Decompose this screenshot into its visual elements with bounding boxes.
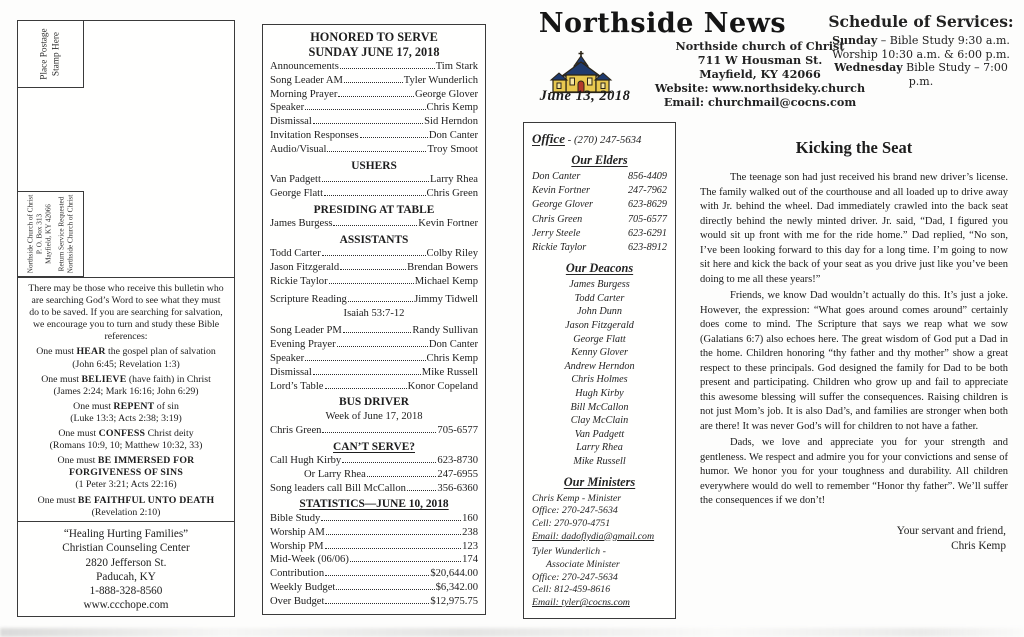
leader-dots xyxy=(343,332,412,333)
office-label: Office xyxy=(532,131,565,146)
statistic-label: Weekly Budget xyxy=(270,581,336,593)
duty-person: Michael Kemp xyxy=(414,276,478,288)
elder-row xyxy=(532,184,667,198)
leader-dots xyxy=(340,269,406,270)
statistic-row xyxy=(270,553,478,567)
minister-name: Chris Kemp - Minister xyxy=(532,492,622,504)
schedule-line: Wednesday Bible Study – 7:00 p.m. xyxy=(834,61,1008,88)
salvation-step xyxy=(26,374,226,398)
counseling-line: “Healing Hurting Families” xyxy=(63,528,189,540)
counseling-line: Paducah, KY xyxy=(96,570,156,583)
bus-driver-heading: BUS DRIVER xyxy=(339,396,409,409)
scripture-reference: (1 Peter 3:21; Acts 22:16) xyxy=(75,479,177,491)
salvation-references xyxy=(18,277,234,521)
counseling-center-box xyxy=(18,521,234,616)
duty-label: Dismissal xyxy=(270,366,312,378)
leader-dots xyxy=(348,301,413,302)
duty-label: Speaker xyxy=(270,102,305,114)
elder-row xyxy=(532,227,667,241)
duty-label: Call Hugh Kirby xyxy=(270,455,342,467)
duty-label: Or Larry Rhea xyxy=(304,468,366,480)
salvation-step-text: One must BELIEVE (have faith) in Christ xyxy=(41,373,211,385)
elder-phone: 623-6291 xyxy=(627,227,667,239)
elder-name: Kevin Fortner xyxy=(532,185,591,197)
statistic-row xyxy=(270,567,478,581)
elder-name: Chris Green xyxy=(532,213,583,225)
elder-name: George Glover xyxy=(532,199,594,211)
leader-dots xyxy=(327,151,426,152)
duty-person: Troy Smoot xyxy=(427,143,478,155)
office-panel xyxy=(523,122,676,619)
duty-phone: 623-8730 xyxy=(437,455,478,467)
duty-row xyxy=(270,261,478,275)
presiding-list xyxy=(270,217,478,231)
postage-stamp-text xyxy=(39,28,62,79)
salvation-step-text: One must HEAR the gospel plan of salvation xyxy=(36,346,216,358)
statistic-row xyxy=(270,581,478,595)
salvation-step xyxy=(26,346,226,370)
duty-person: Tim Stark xyxy=(435,61,478,72)
schedule-line: Worship 10:30 a.m. & 6:00 p.m. xyxy=(832,47,1010,61)
salvation-step xyxy=(26,455,226,491)
leader-dots xyxy=(305,360,425,361)
duty-person: Konor Copeland xyxy=(407,380,478,392)
article-signoff xyxy=(700,524,1008,554)
duty-label: James Burgess xyxy=(270,218,333,230)
duty-label: Dismissal xyxy=(270,116,312,128)
statistic-label: Worship PM xyxy=(270,540,324,552)
scripture-reading-reference: Isaiah 53:7-12 xyxy=(343,307,405,319)
service-request-lines xyxy=(57,195,75,273)
duty-person: Tyler Wunderlich xyxy=(403,74,478,86)
duty-row xyxy=(270,275,478,289)
duty-label: Van Padgett xyxy=(270,174,321,186)
statistic-row xyxy=(270,512,478,526)
statistic-value: 160 xyxy=(462,512,478,524)
duty-phone: 356-6360 xyxy=(437,482,478,494)
statistics-heading: STATISTICS—JUNE 10, 2018 xyxy=(299,498,449,511)
elder-phone: 247-7962 xyxy=(627,185,667,197)
stamp-line: Stamp Here xyxy=(50,31,61,77)
elder-row xyxy=(532,170,667,184)
duty-person: Chris Kemp xyxy=(426,353,478,365)
salvation-step-text: One must BE IMMERSED FOR FORGIVENESS OF SINS xyxy=(57,455,195,479)
elder-row xyxy=(532,213,667,227)
duty-row xyxy=(270,101,478,115)
duty-label: Audio/Visual xyxy=(270,143,327,155)
address-line: Return Service Requested xyxy=(57,196,66,272)
leader-dots xyxy=(305,109,425,110)
elders-list xyxy=(532,170,667,255)
duty-person: Randy Sullivan xyxy=(412,325,478,337)
deacon-name: Van Padgett xyxy=(574,428,625,440)
duty-label: Chris Green xyxy=(270,424,322,436)
church-address-line: Website: www.northsideky.church xyxy=(654,81,866,95)
leader-dots xyxy=(322,432,436,433)
statistic-label: Bible Study xyxy=(270,512,321,524)
duty-row xyxy=(270,454,478,468)
bus-driver-week: Week of June 17, 2018 xyxy=(325,410,423,422)
minister-office-phone: Office: 270-247-5634 xyxy=(532,571,618,583)
duty-row xyxy=(270,60,478,74)
leader-dots xyxy=(367,476,437,477)
duty-label: George Flatt xyxy=(270,187,324,199)
deacon-name: Mike Russell xyxy=(573,455,626,467)
deacon-name: Chris Holmes xyxy=(571,374,628,386)
duty-person: Don Canter xyxy=(428,339,478,351)
newsletter-title: Northside News xyxy=(538,8,787,39)
serving-date: SUNDAY JUNE 17, 2018 xyxy=(308,45,440,59)
leader-dots xyxy=(342,462,436,463)
duty-label: Song Leader AM xyxy=(270,74,343,86)
deacon-name: Larry Rhea xyxy=(576,442,623,454)
statistic-row xyxy=(270,540,478,554)
duty-label: Todd Carter xyxy=(270,248,321,260)
duty-label: Jason Fitzgerald xyxy=(270,262,340,274)
leader-dots xyxy=(313,374,421,375)
statistic-value: 238 xyxy=(462,526,478,538)
scripture-reference: (Luke 13:3; Acts 2:38; 3:19) xyxy=(70,412,182,424)
ushers-list xyxy=(270,173,478,201)
minister-name: Tyler Wunderlich - xyxy=(532,546,606,558)
ministers-heading: Our Ministers xyxy=(563,474,636,489)
salvation-step xyxy=(26,428,226,452)
church-address-line: 711 W Housman St. xyxy=(697,53,823,67)
scripture-reading-row xyxy=(270,293,478,307)
duty-person: Brendan Bowers xyxy=(407,262,478,274)
duty-row xyxy=(270,247,478,261)
article xyxy=(700,138,1008,554)
duty-label: Scripture Reading xyxy=(270,293,347,305)
statistic-row xyxy=(270,526,478,540)
duty-person: Chris Kemp xyxy=(426,102,478,114)
leader-dots xyxy=(340,68,435,69)
church-address-line: Mayfield, KY 42066 xyxy=(699,67,821,81)
deacon-name: Jason Fitzgerald xyxy=(565,320,634,331)
assistants-list xyxy=(270,247,478,288)
statistic-value: 174 xyxy=(462,554,478,566)
duty-row xyxy=(270,115,478,129)
counseling-line: www.ccchope.com xyxy=(83,599,169,612)
deacon-name: Clay McClain xyxy=(570,415,629,427)
duty-row xyxy=(270,217,478,231)
leader-dots xyxy=(337,346,428,347)
duty-row xyxy=(270,482,478,496)
leader-dots xyxy=(324,195,425,196)
duty-phone: 705-6577 xyxy=(437,424,478,436)
elder-phone: 623-8912 xyxy=(627,242,667,254)
salvation-intro: There may be those who receive this bulletin who are searching God’s Word to see what they must do to be saved. If you are searching for salvation, we encourage you to turn and study these Bible references: xyxy=(28,283,224,343)
duty-label: Lord’s Table xyxy=(270,380,324,392)
duty-label: Announcements xyxy=(270,61,339,72)
duty-row xyxy=(270,468,478,482)
postage-stamp-box xyxy=(18,21,84,88)
leader-dots xyxy=(325,603,429,604)
counseling-line: Christian Counseling Center xyxy=(62,542,190,555)
deacon-name: Todd Carter xyxy=(574,292,625,304)
leader-dots xyxy=(326,534,461,535)
leader-dots xyxy=(407,490,436,491)
schedule-of-services xyxy=(822,12,1020,88)
elder-row xyxy=(532,198,667,212)
minister-block xyxy=(532,493,667,544)
leader-dots xyxy=(329,283,414,284)
deacon-name: Hugh Kirby xyxy=(575,387,624,399)
issue-date: June 13, 2018 xyxy=(539,88,631,104)
duty-row xyxy=(270,187,478,201)
elder-phone: 856-4409 xyxy=(627,171,667,182)
bus-driver-row xyxy=(270,424,478,438)
article-title: Kicking the Seat xyxy=(795,138,913,157)
minister-title: Associate Minister xyxy=(546,559,620,571)
schedule-lines xyxy=(822,34,1020,88)
deacon-name: Kenny Glover xyxy=(571,347,628,359)
leader-dots xyxy=(322,255,426,256)
statistics-list xyxy=(270,512,478,609)
salvation-step-text: One must CONFESS Christ deity xyxy=(58,428,194,440)
cant-serve-list xyxy=(270,454,478,495)
scan-artifact xyxy=(0,628,1024,637)
scripture-reference: (Revelation 2:10) xyxy=(91,506,161,518)
deacons-list xyxy=(532,278,667,468)
elder-name: Rickie Taylor xyxy=(532,242,587,254)
counseling-line: 2820 Jefferson St. xyxy=(85,556,167,569)
duty-person: George Glover xyxy=(414,88,478,100)
elder-phone: 623-8629 xyxy=(627,199,667,211)
leader-dots xyxy=(325,575,429,576)
minister-block xyxy=(532,546,667,610)
schedule-line: Sunday – Bible Study 9:30 a.m. xyxy=(832,34,1010,47)
duty-row xyxy=(270,338,478,352)
pm-duty-list xyxy=(270,324,478,393)
deacon-name: Bill McCallon xyxy=(570,401,629,413)
duty-person: Larry Rhea xyxy=(430,174,478,186)
duty-row xyxy=(270,352,478,366)
duty-label: Invitation Responses xyxy=(270,129,359,141)
leader-dots xyxy=(321,520,461,521)
duty-person: Jimmy Tidwell xyxy=(414,293,478,305)
leader-dots xyxy=(336,589,434,590)
deacons-heading: Our Deacons xyxy=(565,261,634,276)
presiding-heading: PRESIDING AT TABLE xyxy=(313,203,435,216)
deacon-name: John Dunn xyxy=(577,306,622,318)
address-line: Northside Church of Christ xyxy=(26,194,35,274)
duty-row xyxy=(270,129,478,143)
leader-dots xyxy=(313,123,423,124)
duty-row xyxy=(270,380,478,394)
salvation-step xyxy=(26,495,226,519)
address-line: Northside Church of Christ xyxy=(66,194,75,274)
cant-serve-heading: CAN’T SERVE? xyxy=(333,440,415,453)
article-paragraph: Friends, we know Dad wouldn’t actually do this. It’s just a joke. However, the expression: “What goes around comes around” certainly does come to mind. The Scripture that says we reap what we sow (Galatians 6:7) also echoes here. The great wisdom of God put a Dad in the home. Children honoring “thy father and thy mother” show a great respect to these principals. God designed the family for Dad to be both present and participating. Children who grow up and fail to appreciate this awesome blessing will suffer the consequences. Raising children is not just Mom’s job. It is also Dad’s, and families are stronger when both are there! It was never God’s will for children to not have a father. xyxy=(700,290,1008,432)
statistic-value: $12,975.75 xyxy=(430,595,478,607)
minister-cell-phone: Cell: 270-970-4751 xyxy=(532,517,611,529)
schedule-title: Schedule of Services: xyxy=(828,12,1014,31)
counseling-lines xyxy=(18,527,234,613)
elder-name: Jerry Steele xyxy=(532,227,581,239)
address-line: P. O. Box 313 xyxy=(34,213,43,255)
statistic-label: Contribution xyxy=(270,568,325,580)
leader-dots xyxy=(350,561,461,562)
assistants-heading: ASSISTANTS xyxy=(339,233,409,246)
duty-row xyxy=(270,324,478,338)
duty-row xyxy=(270,366,478,380)
leader-dots xyxy=(333,225,417,226)
scripture-reference: (Romans 10:9, 10; Matthew 10:32, 33) xyxy=(49,440,203,452)
leader-dots xyxy=(325,548,462,549)
statistic-label: Mid-Week (06/06) xyxy=(270,554,349,566)
deacon-name: George Flatt xyxy=(573,333,626,345)
duty-person: Colby Riley xyxy=(426,248,478,260)
duty-person: Mike Russell xyxy=(421,366,478,378)
article-paragraph: Dads, we love and appreciate you for your strength and gentleness. We respect and admire you for your convictions and sense of humor. We honor you for your toughness and durability. All children everywhere would do well to remember “Honor thy father”. We’ll suffer the consequences if we don’t! xyxy=(700,437,1008,506)
church-address-line: Northside church of Christ xyxy=(675,39,845,53)
leader-dots xyxy=(360,137,428,138)
article-body xyxy=(700,171,1008,509)
duty-person: Sid Herndon xyxy=(424,116,478,128)
statistic-label: Worship AM xyxy=(270,526,325,538)
elder-name: Don Canter xyxy=(532,171,581,182)
statistic-value: $20,644.00 xyxy=(430,568,478,580)
signoff-line: Your servant and friend, xyxy=(896,524,1006,537)
minister-email: Email: tyler@cocns.com xyxy=(532,597,630,609)
statistic-value: $6,342.00 xyxy=(435,581,478,593)
duty-label: Rickie Taylor xyxy=(270,276,328,288)
elder-row xyxy=(532,241,667,255)
minister-email: Email: dadoflydia@gmail.com xyxy=(532,530,655,542)
duty-label: Evening Prayer xyxy=(270,339,336,351)
scripture-reference: (James 2:24; Mark 16:16; John 6:29) xyxy=(53,385,199,397)
duty-label: Song Leader PM xyxy=(270,325,342,337)
signoff-author: Chris Kemp xyxy=(951,539,1006,552)
salvation-steps xyxy=(26,346,226,518)
serving-title: HONORED TO SERVE xyxy=(310,30,438,44)
duty-row xyxy=(270,143,478,157)
leader-dots xyxy=(338,96,414,97)
statistic-label: Over Budget xyxy=(270,595,325,607)
duty-phone: 247-6955 xyxy=(437,468,478,480)
elders-heading: Our Elders xyxy=(571,153,628,167)
am-duty-list xyxy=(270,60,478,157)
statistic-row xyxy=(270,595,478,609)
statistic-value: 123 xyxy=(462,540,478,552)
leader-dots xyxy=(325,388,407,389)
stamp-line: Place Postage xyxy=(39,28,49,80)
mailing-area xyxy=(18,21,234,277)
church-address-line: Email: churchmail@cocns.com xyxy=(663,95,857,109)
address-line: Mayfield, KY 42066 xyxy=(43,204,52,264)
duty-label: Song leaders call Bill McCallon xyxy=(270,482,406,494)
counseling-line: 1-888-328-8560 xyxy=(89,585,163,598)
mailer-panel xyxy=(17,20,235,617)
duty-person: Don Canter xyxy=(428,129,478,141)
minister-office-phone: Office: 270-247-5634 xyxy=(532,505,618,517)
return-address-box xyxy=(18,191,84,277)
office-phone-line xyxy=(532,131,667,147)
minister-cell-phone: Cell: 812-459-8616 xyxy=(532,584,611,596)
return-address-text xyxy=(26,195,75,273)
salvation-step-text: One must BE FAITHFUL UNTO DEATH xyxy=(37,494,215,506)
duty-label: Morning Prayer xyxy=(270,88,338,100)
duty-row xyxy=(270,74,478,88)
salvation-step-text: One must REPENT of sin xyxy=(73,400,179,412)
duty-person: Kevin Fortner xyxy=(418,218,478,230)
duty-person: Chris Green xyxy=(426,187,478,199)
duty-row xyxy=(270,173,478,187)
office-phone: - (270) 247-5634 xyxy=(564,134,642,146)
article-paragraph: The teenage son had just received his brand new driver’s license. The family walked out of the courthouse and all loaded up to drive away with Jr. behind the wheel. Dad immediately crawled into the back seat directly behind the newly minted driver. Jr. said, “Dad, I figured you would sit up front with me for the ride home.” Dad replied, “No son, I’ve been looking forward to this day for a long time. I’m going to now sit here and kick the back of your seat as you drive just like you’ve been doing to me all these years!” xyxy=(700,172,1008,285)
salvation-step xyxy=(26,401,226,425)
deacon-name: James Burgess xyxy=(569,279,630,291)
return-address-lines xyxy=(26,195,52,273)
leader-dots xyxy=(322,181,429,182)
scripture-reference: (John 6:45; Revelation 1:3) xyxy=(72,358,180,370)
honored-to-serve-panel xyxy=(262,24,486,615)
deacon-name: Andrew Herndon xyxy=(564,360,635,372)
leader-dots xyxy=(344,82,403,83)
ushers-heading: USHERS xyxy=(351,159,397,172)
duty-label: Speaker xyxy=(270,353,305,365)
duty-row xyxy=(270,88,478,102)
elder-phone: 705-6577 xyxy=(627,213,667,225)
